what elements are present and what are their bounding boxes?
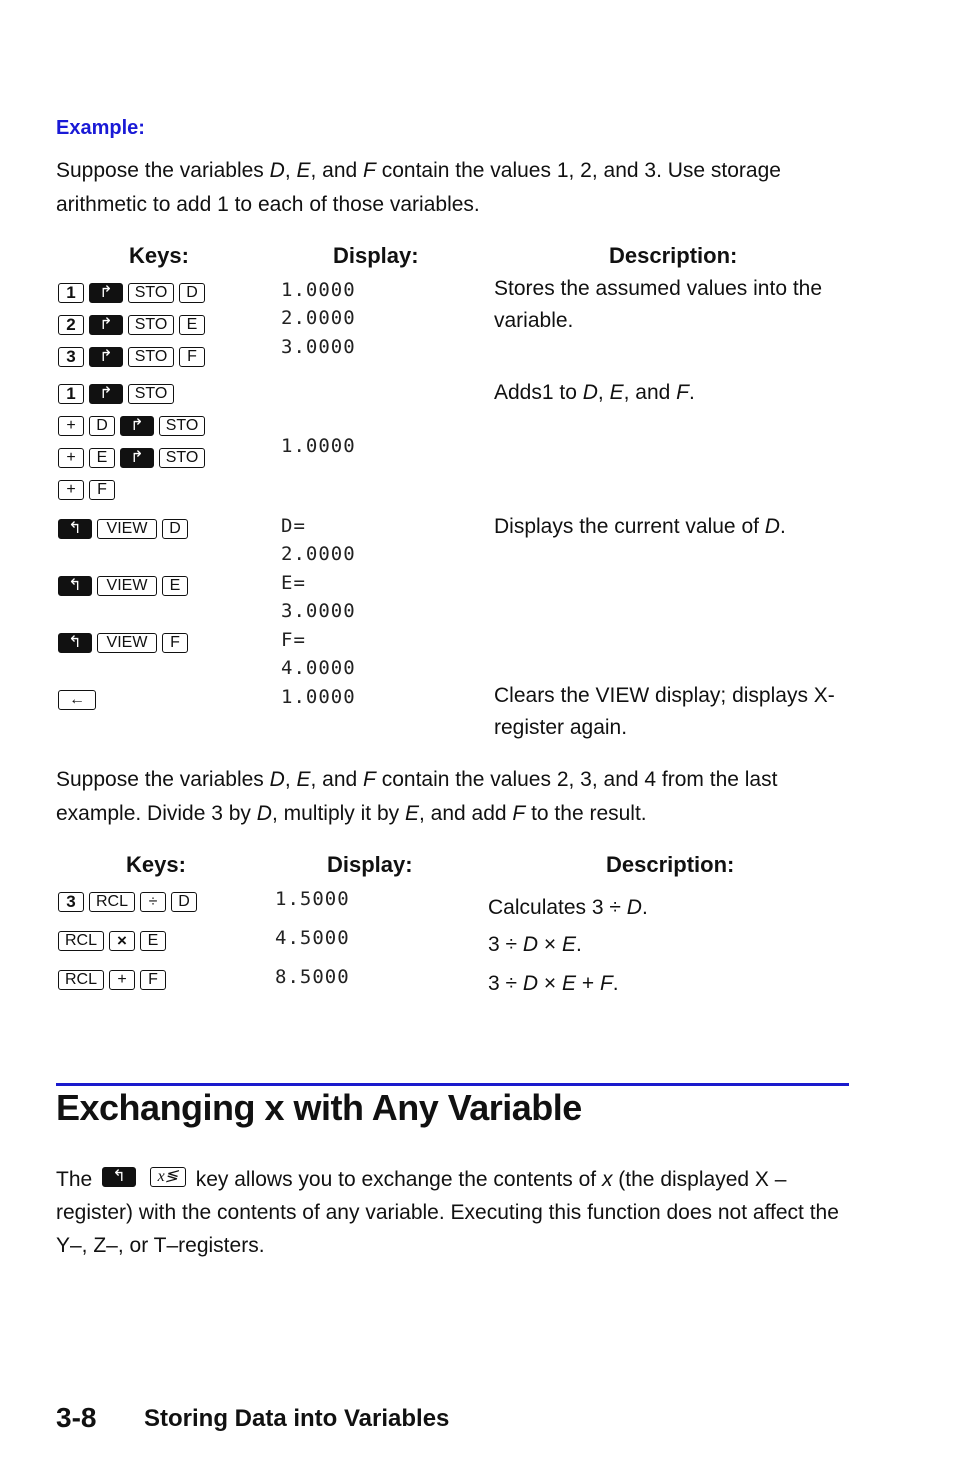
description-text: Clears the VIEW display; displays X-register again. (494, 684, 835, 739)
key-1: 1 (58, 384, 84, 404)
key-sto: STO (128, 315, 174, 335)
table2-header-display: Display: (327, 852, 413, 877)
key-rcl: RCL (89, 892, 135, 912)
display-value: 2.0000 (281, 543, 356, 565)
key-multiply: × (109, 931, 135, 951)
left-shift-key-icon: ↰ (58, 576, 92, 596)
table2-row1-keys (58, 890, 197, 914)
description-text: Calculates 3 ÷ D. (488, 896, 648, 919)
description-text: Stores the assumed values into the variable. (494, 277, 823, 332)
key-d: D (171, 892, 197, 912)
example-label: Example: (56, 117, 145, 139)
display-label: F= (281, 629, 306, 651)
table1-row7-keys (58, 478, 115, 502)
table1-row4-keys (58, 382, 174, 406)
table2-row2-keys (58, 929, 166, 953)
table1-row9-keys (58, 574, 188, 598)
key-f: F (179, 347, 205, 367)
description-text: 3 ÷ D × E. (488, 933, 582, 956)
key-3: 3 (58, 347, 84, 367)
exchange-paragraph: The ↰ x≶ key allows you to exchange the contents of x (the displayed X – register) with the contents of any variable. Executing this function does not affect the Y–, Z–, or T–registers. (56, 1168, 839, 1257)
table2-header-description: Description: (606, 852, 735, 877)
left-shift-key-icon: ↰ (58, 633, 92, 653)
right-shift-key-icon: ↱ (89, 315, 123, 335)
right-shift-key-icon: ↱ (120, 448, 154, 468)
table1-row10-keys (58, 631, 188, 655)
chapter-title: Storing Data into Variables (144, 1405, 450, 1432)
display-value: 1.5000 (275, 888, 350, 910)
x-exchange-key-icon: x≶ (150, 1167, 186, 1187)
intro-paragraph-2: Suppose the variables D, E, and F contain the values 2, 3, and 4 from the last example. Divide 3 by D, multiply it by E, and add F to the result. (56, 768, 778, 825)
display-value: 4.0000 (281, 657, 356, 679)
table1-header-display: Display: (333, 243, 419, 268)
key-plus: + (58, 480, 84, 500)
key-e: E (89, 448, 115, 468)
key-sto: STO (159, 416, 205, 436)
key-sto: STO (128, 384, 174, 404)
table1-row5-keys (58, 414, 205, 438)
right-shift-key-icon: ↱ (89, 384, 123, 404)
display-value: 1.0000 (281, 435, 356, 457)
key-rcl: RCL (58, 970, 104, 990)
key-plus: + (58, 416, 84, 436)
key-1: 1 (58, 283, 84, 303)
backspace-key-icon: ← (58, 690, 96, 710)
display-value: 1.0000 (281, 279, 356, 301)
table1-row6-keys (58, 446, 205, 470)
left-shift-key-icon: ↰ (58, 519, 92, 539)
right-shift-key-icon: ↱ (89, 283, 123, 303)
key-2: 2 (58, 315, 84, 335)
table1-row11-keys (58, 688, 96, 712)
display-value: 4.5000 (275, 927, 350, 949)
page-number: 3-8 (56, 1402, 97, 1433)
right-shift-key-icon: ↱ (120, 416, 154, 436)
key-sto: STO (159, 448, 205, 468)
display-value: 1.0000 (281, 686, 356, 708)
key-plus: + (58, 448, 84, 468)
key-d: D (179, 283, 205, 303)
description-text: 3 ÷ D × E + F. (488, 972, 619, 995)
table2-header-keys: Keys: (126, 852, 186, 877)
intro-paragraph-1: Suppose the variables D, E, and F contain the values 1, 2, and 3. Use storage arithmetic to add 1 to each of those variables. (56, 159, 781, 216)
key-f: F (140, 970, 166, 990)
display-value: 8.5000 (275, 966, 350, 988)
key-divide: ÷ (140, 892, 166, 912)
key-view: VIEW (97, 519, 157, 539)
key-sto: STO (128, 283, 174, 303)
key-f: F (89, 480, 115, 500)
display-value: 3.0000 (281, 336, 356, 358)
table1-header-keys: Keys: (129, 243, 189, 268)
key-e: E (140, 931, 166, 951)
table1-row2-keys (58, 313, 205, 337)
display-value: 2.0000 (281, 307, 356, 329)
key-sto: STO (128, 347, 174, 367)
key-d: D (89, 416, 115, 436)
key-rcl: RCL (58, 931, 104, 951)
key-f: F (162, 633, 188, 653)
display-label: D= (281, 515, 306, 537)
section-divider (56, 1083, 849, 1086)
table2-row3-keys (58, 968, 166, 992)
display-label: E= (281, 572, 306, 594)
table1-row1-keys (58, 281, 205, 305)
table1-row3-keys (58, 345, 205, 369)
section-title: Exchanging x with Any Variable (56, 1087, 582, 1128)
key-view: VIEW (97, 633, 157, 653)
key-e: E (179, 315, 205, 335)
display-value: 3.0000 (281, 600, 356, 622)
key-e: E (162, 576, 188, 596)
key-d: D (162, 519, 188, 539)
table1-header-description: Description: (609, 243, 738, 268)
left-shift-key-icon: ↰ (102, 1167, 136, 1187)
right-shift-key-icon: ↱ (89, 347, 123, 367)
key-view: VIEW (97, 576, 157, 596)
key-3: 3 (58, 892, 84, 912)
description-text: Adds1 to D, E, and F. (494, 381, 695, 404)
table1-row8-keys (58, 517, 188, 541)
key-plus: + (109, 970, 135, 990)
description-text: Displays the current value of D. (494, 515, 786, 538)
